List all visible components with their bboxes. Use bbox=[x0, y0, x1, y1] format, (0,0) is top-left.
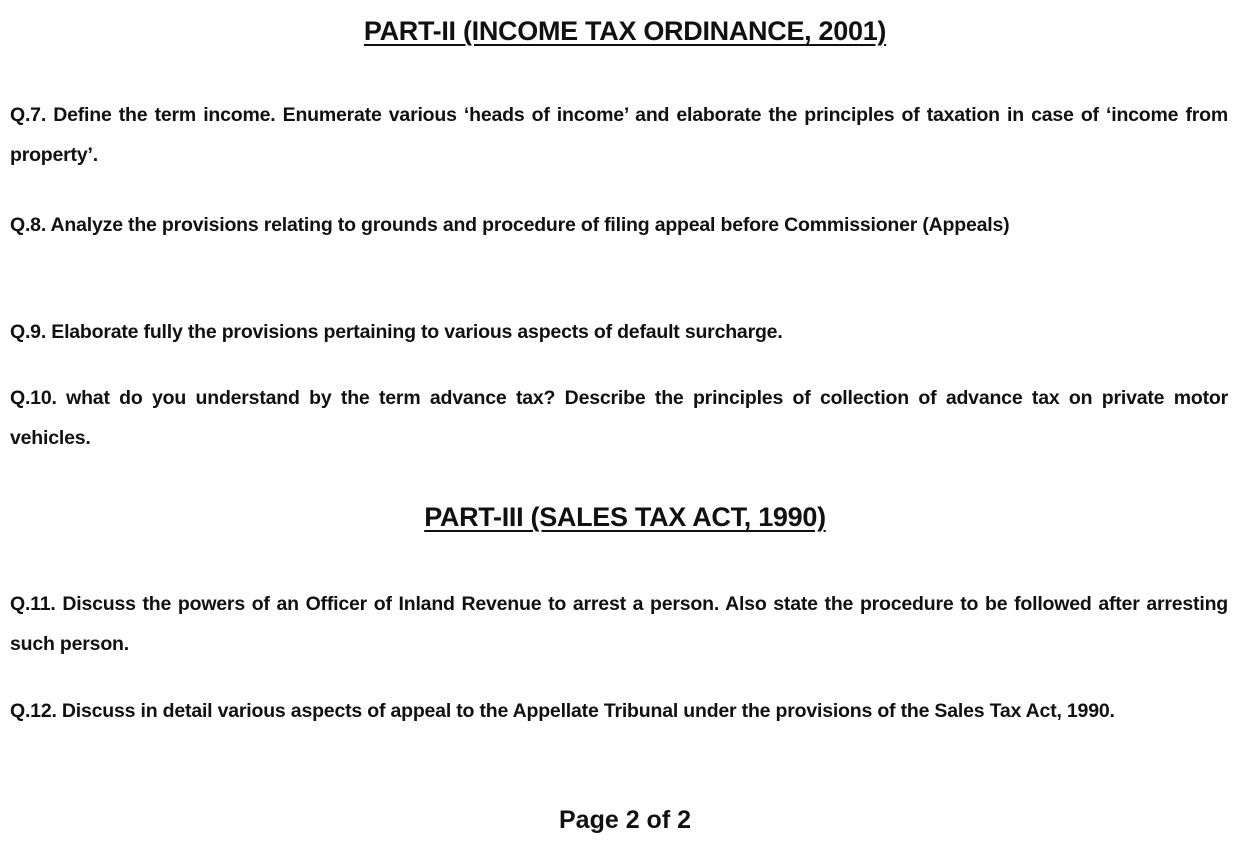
part-iii-heading bbox=[0, 502, 1250, 533]
question-7: Q.7. Define the term income. Enumerate various ‘heads of income’ and elaborate the principles of taxation in case of ‘income from property’. bbox=[10, 104, 1228, 166]
question-11: Q.11. Discuss the powers of an Officer of Inland Revenue to arrest a person. Also state the procedure to be followed after arresting such person. bbox=[10, 593, 1228, 655]
part-ii-heading-text: PART-II (INCOME TAX ORDINANCE, 2001) bbox=[363, 16, 887, 46]
question-12: Q.12. Discuss in detail various aspects of appeal to the Appellate Tribunal under the provisions of the Sales Tax Act, 1990. bbox=[10, 700, 1115, 722]
page-number: Page 2 of 2 bbox=[559, 806, 691, 834]
question-10: Q.10. what do you understand by the term advance tax? Describe the principles of collection of advance tax on private motor vehicles. bbox=[10, 387, 1228, 449]
question-8: Q.8. Analyze the provisions relating to grounds and procedure of filing appeal before Commissioner (Appeals) bbox=[10, 214, 1010, 236]
part-iii-heading-text: PART-III (SALES TAX ACT, 1990) bbox=[424, 502, 826, 532]
part-ii-heading bbox=[0, 16, 1250, 47]
question-9: Q.9. Elaborate fully the provisions pertaining to various aspects of default surcharge. bbox=[10, 321, 783, 343]
